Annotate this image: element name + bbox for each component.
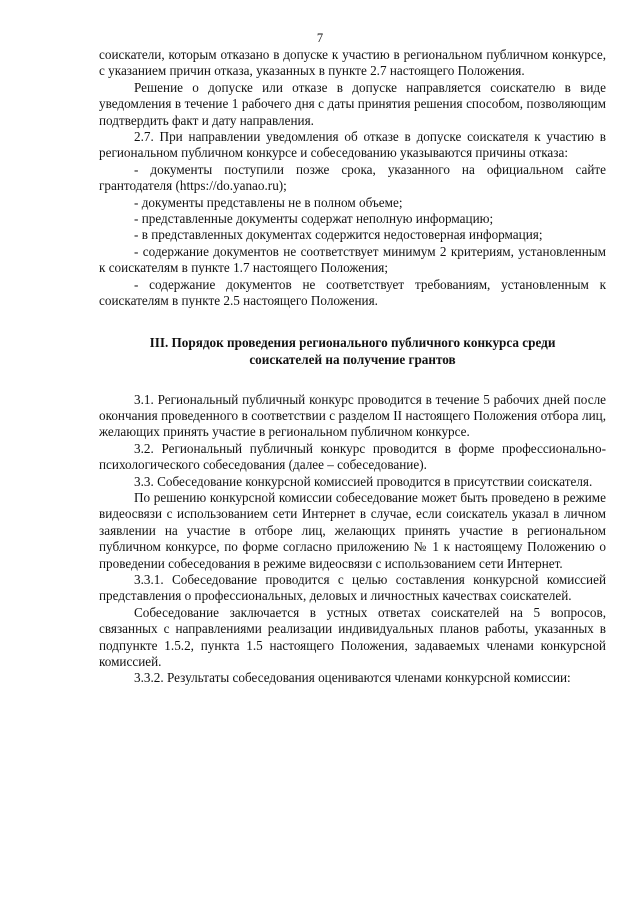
paragraph-3-1: 3.1. Региональный публичный конкурс проводится в течение 5 рабочих дней после окончания проведенного в соответствии с разделом II настоящего Положения отбора лиц, желающих принять участие в региональном публичном конкурсе.	[99, 391, 606, 440]
list-item-reason: - документы представлены не в полном объеме;	[134, 194, 403, 210]
paragraph-video-interview: По решению конкурсной комиссии собеседование может быть проведено в режиме видеосвязи с использованием сети Интернет в случае, если соискатель указал в личном заявлении на участие в отборе лиц, желающих принять участие в региональном публичном конкурсе, по форме согласно приложению № 1 к настоящему Положению о проведении собеседования в режиме видеосвязи с использованием сети Интернет.	[99, 489, 606, 571]
section-heading-line2: соискателей на получение грантов	[249, 351, 456, 367]
list-item-reason: - содержание документов не соответствует минимум 2 критериям, установленным к соискателям в пункте 1.7 настоящего Положения;	[99, 243, 606, 276]
section-heading	[99, 334, 606, 368]
paragraph-interview-questions: Собеседование заключается в устных ответах соискателей на 5 вопросов, связанных с направлениями реализации индивидуальных планов работы, указанных в подпункте 1.5.2, пункта 1.5 настоящего Положения, задаваемых членами конкурсной комиссией.	[99, 604, 606, 669]
section-heading-line1: III. Порядок проведения регионального публичного конкурса среди	[149, 334, 556, 350]
page-number: 7	[316, 31, 324, 45]
list-item-reason: - документы поступили позже срока, указанного на официальном сайте грантодателя (https://do.yanao.ru);	[99, 161, 606, 194]
paragraph-rejected-applicants: соискатели, которым отказано в допуске к участию в региональном публичном конкурсе, с указанием причин отказа, указанных в пункте 2.7 настоящего Положения.	[99, 47, 606, 79]
paragraph-3-3: 3.3. Собеседование конкурсной комиссией проводится в присутствии соискателя.	[134, 473, 593, 489]
paragraph-decision-notice: Решение о допуске или отказе в допуске направляется соискателю в виде уведомления в течение 1 рабочего дня с даты принятия решения способом, позволяющим подтвердить факт и дату направления.	[99, 79, 606, 128]
list-item-reason: - представленные документы содержат неполную информацию;	[134, 211, 494, 227]
list-item-reason: - в представленных документах содержится недостоверная информация;	[134, 227, 543, 243]
list-item-reason: - содержание документов не соответствует требованиям, установленным к соискателям в пункте 2.5 настоящего Положения.	[99, 276, 606, 309]
paragraph-3-3-1: 3.3.1. Собеседование проводится с целью составления конкурсной комиссией представления о профессиональных, деловых и личностных качествах соискателей.	[99, 571, 606, 604]
document-body	[99, 47, 606, 687]
paragraph-3-2: 3.2. Региональный публичный конкурс проводится в форме профессионально-психологического собеседования (далее – собеседование).	[99, 440, 606, 473]
paragraph-2-7: 2.7. При направлении уведомления об отказе в допуске соискателя к участию в региональном публичном конкурсе и собеседованию указываются причины отказа:	[99, 129, 606, 161]
paragraph-3-3-2: 3.3.2. Результаты собеседования оцениваются членами конкурсной комиссии:	[134, 670, 571, 686]
